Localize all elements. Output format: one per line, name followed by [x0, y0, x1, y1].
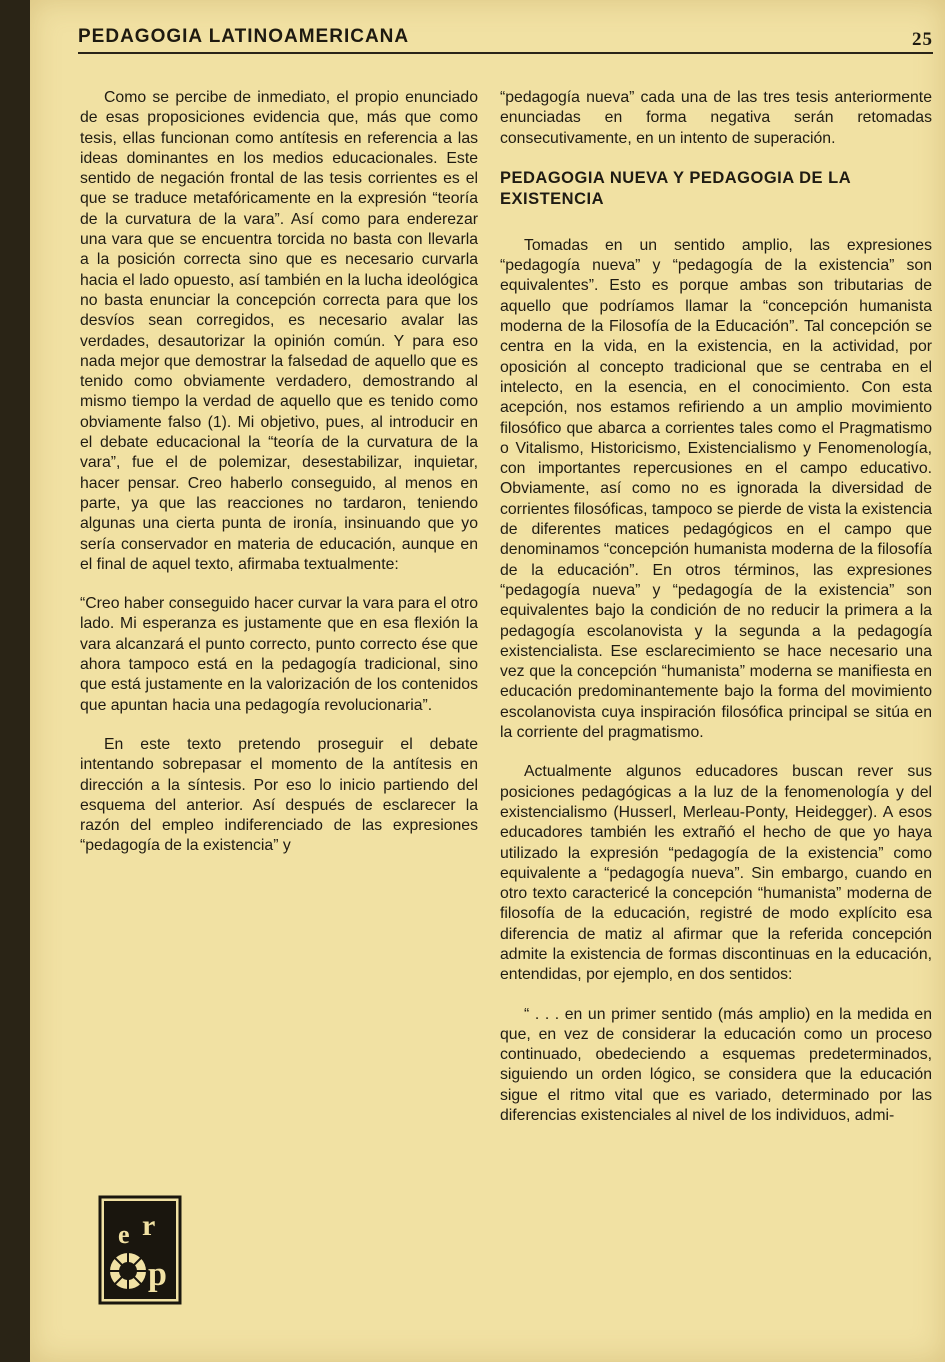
right-paragraph-1: Tomadas en un sentido amplio, las expresiones “pedagogía nueva” y “pedagogía de la existencia” son equivalentes”. Esto es porque ambas son tributarias de aquello que podríamos llamar la “concepción humanista moderna de la Filosofía de la Educación”. Tal concepción se centra en la vida, en la existencia, en la actividad, por oposición al concepto tradicional que se centraba en el intelecto, en la esencia, en el conocimiento. Con esta acepción, nos estamos refiriendo a un amplio movimiento filosófico que abarca a corrientes tales como el Pragmatismo o Vitalismo, Historicismo, Existencialismo y Fenomenología, con importantes repercusiones en el campo educativo. Obviamente, así como no es ignorada la diversidad de corrientes filosóficas, tampoco se pierde de vista la existencia de diferentes matices pedagógicos en el campo que denominamos “concepción humanista moderna de la filosofía de la educación”. En otros términos, las expresiones “pedagogía nueva” y “pedagogía de la existencia” son equivalentes bajo la condición de no reducir la primera a la pedagogía escolanovista y la segunda a la pedagogía existencialista. Ese esclarecimiento se hace necesario una vez que la concepción “humanista” moderna se manifiesta en educación predominantemente bajo la forma del movimiento escolanovista cuya inspiración filosófica principal se sitúa en la corriente del pragmatismo. — [500, 236, 932, 742]
right-paragraph-2: Actualmente algunos educadores buscan rever sus posiciones pedagógicas a la luz de la fenomenología y del existencialismo (Husserl, Merleau-Ponty, Heidegger). A esos educadores también les extrañó el hecho de que yo haya utilizado la expresión “pedagogía de la existencia” como equivalente a “pedagogía nueva”. Sin embargo, cuando en otro texto caractericé la concepción “humanista” moderna de filosofía de la educación, registré de modo explícito esa diferencia de matiz al afirmar que la referida concepción admite la existencia de formas discontinuas en la educación, entendidas, por ejemplo, en dos sentidos: — [500, 763, 932, 984]
journal-title: PEDAGOGIA LATINOAMERICANA — [78, 26, 410, 47]
left-quote: “Creo haber conseguido hacer curvar la vara para el otro lado. Mi esperanza es justamente que en esa flexión la vara alcanzará el punto correcto, punto correcto ése que ahora tampoco está en la pedagogía tradicional, sino que está justamente en la valorización de los contenidos que apuntan hacia una pedagogía revolucionaria”. — [80, 595, 478, 714]
section-heading: PEDAGOGIA NUEVA Y PEDAGOGIA DE LA EXISTENCIA — [500, 168, 851, 208]
page — [30, 0, 945, 1362]
journal-logo — [98, 1195, 182, 1305]
svg-text:r: r — [142, 1209, 156, 1242]
right-paragraph-continued: “pedagogía nueva” cada una de las tres tesis anteriormente enunciadas en forma negativa serán retomadas consecutivamente, en un intento de superación. — [500, 89, 932, 147]
svg-text:p: p — [148, 1256, 167, 1293]
header-rule — [78, 52, 933, 54]
page-number: 25 — [912, 29, 933, 50]
running-header — [78, 26, 933, 48]
left-paragraph-3: En este texto pretendo proseguir el debate intentando sobrepasar el momento de la antítesis en dirección a la síntesis. Por eso lo inicio partiendo del esquema del anterior. Así después de esclarecer la razón del empleo indiferenciado de las expresiones “pedagogía de la existencia” y — [80, 735, 478, 855]
right-quote: “ . . . en un primer sentido (más amplio) en la medida en que, en vez de considerar la educación como un proceso continuado, obedeciendo a esquemas predeterminados, siguiendo un orden lógico, se considera que la educación sigue el ritmo vital que es variado, determinado por las diferencias existenciales al nivel de los individuos, admi- — [500, 1005, 932, 1125]
right-column — [500, 88, 932, 1145]
svg-text:e: e — [118, 1220, 130, 1249]
left-paragraph-1: Como se percibe de inmediato, el propio enunciado de esas proposiciones evidencia que, más que como tesis, ellas funcionan como antítesis en referencia a las ideas dominantes en los medios educacionales. Este sentido de negación frontal de las tesis corrientes es el que se traduce metafóricamente en la expresión “teoría de la curvatura de la vara”. Así como para enderezar una vara que se encuentra torcida no basta con llevarla a la posición correcta sino que es necesario curvarla hacia el lado opuesto, así también en la lucha ideológica no basta enunciar la concepción correcta para que los desvíos sean corregidos, es necesario avalar las verdades, desautorizar la opinión común. Y para eso nada mejor que demostrar la falsedad de aquello que es tenido como obviamente verdadero, demostrando al mismo tiempo la verdad de aquello que es tenido como obviamente falso (1). Mi objetivo, pues, al introducir en el debate educacional la “teoría de la curvatura de la vara”, fue el de polemizar, desestabilizar, inquietar, hacer pensar. Creo haberlo conseguido, al menos en parte, ya que las reacciones no tardaron, teniendo algunas una cierta punta de ironía, insinuando que yo sería conservador en materia de educación, aunque en el final de aquel texto, afirmaba textualmente: — [80, 89, 478, 573]
left-column — [80, 88, 478, 876]
